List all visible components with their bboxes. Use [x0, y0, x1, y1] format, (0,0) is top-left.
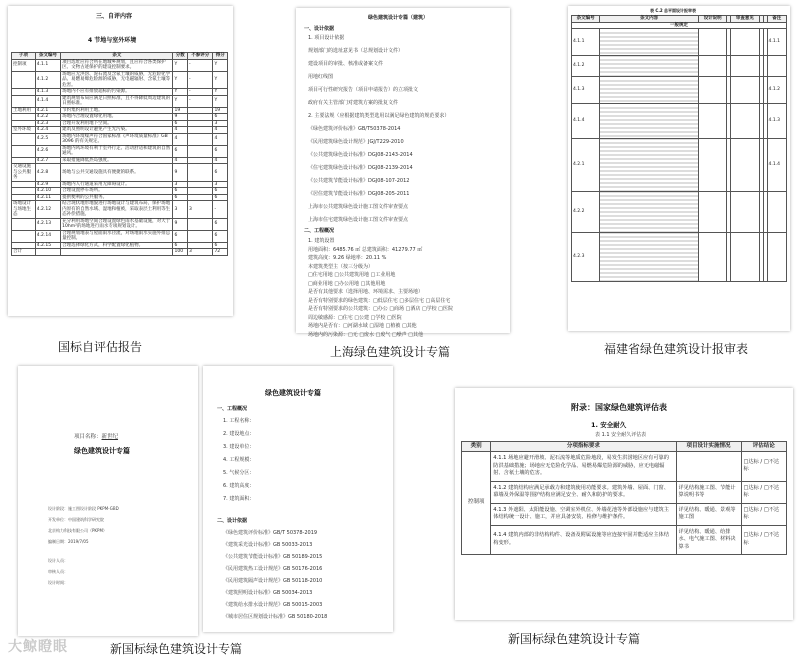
list-item: 《民用建筑隔声设计规范》GB 50118-2010	[223, 578, 323, 584]
table-row	[12, 230, 228, 242]
doc3-check-cell	[699, 233, 727, 282]
doc1-cell: 4.2.1	[35, 107, 60, 114]
doc1-cell: 场地内合理设置绿化用地。	[61, 114, 173, 121]
doc3-row-id: 4.2.2	[572, 192, 600, 233]
doc1-cell: 场地内环境噪声符合国家标准《声环境质量标准》GB 3096 的有关规定。	[61, 133, 173, 145]
doc1-cell: 控制项	[12, 59, 36, 71]
list-item: 规划部门的选址意见书（总规划设计文件）	[308, 48, 404, 54]
doc5-header-cell: 类别	[462, 442, 491, 452]
doc4-basis-list	[223, 530, 388, 626]
doc-national-assessment-appendix[interactable]	[455, 388, 793, 620]
list-item: 《建筑照明设计标准》GB 50034-2013	[223, 590, 313, 596]
watermark-text: 大鲸瞪眼	[8, 639, 68, 655]
doc1-cell: 合理设置停车场所。	[61, 188, 173, 195]
doc1-cell: 4.2.12	[35, 201, 60, 219]
table-row	[12, 164, 228, 182]
doc5-header-cell: 项目设计实施情况	[676, 442, 741, 452]
doc1-cell: 室外环境	[12, 127, 36, 134]
doc1-cell: 土地利用	[12, 107, 36, 114]
list-item: 北京构力科技有限公司（PKPM）	[48, 528, 107, 533]
doc1-cell	[188, 145, 213, 157]
table-row	[572, 192, 787, 233]
doc1-subtitle: 4 节地与室外环境	[88, 37, 137, 44]
doc3-title: 表 C.2 总平面设计报审表	[650, 8, 697, 13]
doc3-check-cell	[699, 104, 727, 139]
table-row	[12, 201, 228, 219]
doc1-cell: 场地与公共交通设施具有便捷的联系。	[61, 164, 173, 182]
doc3-table-wrap	[571, 15, 787, 282]
caption-doc5: 新国标绿色建筑设计专篇	[508, 632, 641, 646]
doc5-impl-cell: 详见结构、暖通、景观等施工图	[676, 503, 741, 525]
doc3-note-cell: 4.1.3	[767, 104, 786, 139]
doc1-cell: 项目选址应符合所在地城乡规划，且应符合各类保护区、文物古迹保护的建设控制要求。	[61, 59, 173, 71]
doc1-cell: 3	[173, 201, 188, 219]
doc1-cell: -	[213, 201, 228, 219]
doc1-cell: 交通设施与公共服务	[12, 164, 36, 182]
doc3-header-cell: 条文内容	[600, 16, 699, 23]
list-item: 《公共建筑节能设计标准》DGJ08-107-2012	[308, 178, 410, 184]
doc3-check-cell	[731, 77, 759, 104]
doc1-cell	[35, 249, 60, 256]
list-item: 开发单位：中国建筑科学研究院	[48, 517, 104, 522]
doc1-cell: 6	[213, 164, 228, 182]
doc2-section-overview: 二、工程概况	[304, 228, 335, 234]
doc3-row-content	[600, 139, 699, 192]
doc1-cell	[12, 71, 36, 89]
doc1-cell: 6	[173, 230, 188, 242]
list-item: 4. 工程规模：	[223, 457, 255, 463]
doc1-cell	[12, 133, 36, 145]
doc1-cell: 3	[213, 181, 228, 188]
doc-new-national-cover[interactable]	[18, 366, 198, 636]
doc4-section-overview: 一、工程概况	[217, 406, 248, 412]
list-item: 建设项目的审批、核准或备案文件	[308, 61, 384, 67]
doc1-cell: 4	[173, 133, 188, 145]
list-item: 编制日期：2019/7/05	[48, 539, 89, 544]
doc3-check-cell	[731, 233, 759, 282]
doc4-cover-meta	[48, 506, 188, 591]
doc1-cell: 采取措施降低热岛强度。	[61, 157, 173, 164]
doc1-cell: -	[188, 95, 213, 107]
doc1-table-wrap	[11, 52, 228, 256]
doc5-conc-cell: □达标 / □不达标	[741, 503, 787, 525]
table-row	[462, 525, 787, 555]
table-row	[462, 481, 787, 503]
doc3-row-content	[600, 77, 699, 104]
doc1-cell: 6	[213, 188, 228, 195]
watermark-logo	[8, 636, 68, 656]
doc-fujian-review-form[interactable]	[568, 6, 790, 331]
list-item: 6. 建筑高度：	[223, 483, 255, 489]
doc1-cell: 4.2.14	[35, 230, 60, 242]
table-row	[572, 29, 787, 56]
doc3-row-content	[600, 104, 699, 139]
doc1-cell	[12, 145, 36, 157]
doc3-note-cell: 4.1.2	[767, 77, 786, 104]
doc1-cell: 4.2.11	[35, 194, 60, 201]
doc1-cell: 4	[173, 127, 188, 134]
doc1-cell: 6	[213, 194, 228, 201]
list-item: 1. 项目设计依据	[308, 35, 345, 41]
caption-doc2: 上海绿色建筑设计专篇	[330, 345, 451, 359]
doc1-header-cell: 得分	[213, 53, 228, 60]
list-item: □住宅用地 □公共建筑用地 □工业用地	[308, 272, 396, 278]
doc1-cell: 6	[173, 242, 188, 249]
list-item: 是否有特别要求的公共建筑：□办公 □商场 □酒店 □学校 □医院	[308, 306, 453, 312]
doc3-check-cell	[699, 139, 727, 192]
doc4-section-basis: 二、设计依据	[217, 518, 248, 524]
table-row	[12, 218, 228, 230]
doc5-section: 1. 安全耐久	[591, 421, 627, 429]
doc1-cell: -	[188, 71, 213, 89]
doc1-cell: 4.1.4	[35, 95, 60, 107]
list-item: 《公共建筑节能设计标准》GB 50189-2015	[223, 554, 323, 560]
list-item: 《住宅建筑绿色设计标准》DGJ08-2139-2014	[308, 165, 413, 171]
doc1-cell: 4.2.5	[35, 133, 60, 145]
doc5-impl-cell: 详见结构施工图、节能计算说明书等	[676, 481, 741, 503]
doc1-cell: 合理规划地表与屋面雨水径流，对场地雨水实施外排总量控制。	[61, 230, 173, 242]
list-item: 《绿色建筑评价标准》GB/T 50378-2019	[223, 530, 318, 536]
doc1-cell: 合理开发利用地下空间。	[61, 120, 173, 127]
doc5-impl-cell	[676, 452, 741, 482]
doc3-note-cell: 4.1.1	[767, 29, 786, 56]
doc5-header-cell: 分项指标要求	[491, 442, 676, 452]
doc1-cell: Y	[213, 71, 228, 89]
doc1-cell: 4.2.13	[35, 218, 60, 230]
doc1-cell: 9	[173, 164, 188, 182]
doc2-overview-list	[308, 238, 504, 340]
doc1-cell: 场地设计与场地生态	[12, 201, 36, 219]
table-row	[12, 59, 228, 71]
doc3-row-id: 4.1.2	[572, 56, 600, 77]
doc1-cell: 4.1.2	[35, 71, 60, 89]
list-item: 1. 建筑设置	[308, 238, 335, 244]
doc1-cell: 6	[173, 188, 188, 195]
table-row	[572, 56, 787, 77]
list-item: 用地红线图	[308, 74, 334, 80]
doc1-cell: Y	[173, 71, 188, 89]
doc3-check-cell	[699, 192, 727, 233]
doc-shanghai-green-design[interactable]	[296, 8, 510, 338]
table-row	[572, 233, 787, 282]
table-row	[12, 145, 228, 157]
doc3-row-id: 4.2.3	[572, 233, 600, 282]
doc3-check-cell	[731, 104, 759, 139]
doc4-project-value: 新世纪	[101, 434, 119, 440]
table-row	[572, 104, 787, 139]
doc1-cell: Y	[213, 95, 228, 107]
doc3-check-cell	[731, 29, 759, 56]
doc5-table-caption: 表 1.1 安全耐久评估表	[595, 432, 647, 438]
doc1-cell: Y	[173, 95, 188, 107]
doc5-req-cell: 4.1.2 建筑结构应满足承载力和建筑使用功能要求。建筑外墙、屋面、门窗、幕墙及外保温等围护结构应满足安全、耐久和防护的要求。	[491, 481, 676, 503]
doc3-row-id: 4.1.1	[572, 29, 600, 56]
doc3-check-cell	[699, 77, 727, 104]
doc1-cell: 4.2.2	[35, 114, 60, 121]
doc1-cell: 72	[213, 249, 228, 256]
doc1-cell: 6	[173, 194, 188, 201]
doc1-cell: Y	[173, 59, 188, 71]
doc1-cell: 建筑及照明设计避免产生光污染。	[61, 127, 173, 134]
doc1-cell: 场地内不应有排放超标的污染源。	[61, 89, 173, 96]
list-item: 2. 主要法规（应根据建筑类型选用以满足绿色建筑的规范要求）	[308, 113, 450, 119]
doc1-cell: 6	[173, 120, 188, 127]
doc1-cell	[12, 218, 36, 230]
doc2-basis-list	[308, 35, 504, 230]
doc1-cell: 合理选择绿化方式，科学配置绿化植物。	[61, 242, 173, 249]
doc1-cell: 3	[188, 249, 213, 256]
doc1-cell: 场地内风环境有利于室外行走、活动舒适和建筑的自然通风。	[61, 145, 173, 157]
doc3-header-cell: 备注	[767, 16, 786, 23]
doc1-cell	[188, 164, 213, 182]
list-item: 《民用建筑绿色设计规范》JGJ/T229-2010	[308, 139, 404, 145]
doc2-title: 绿色建筑设计专篇（建筑）	[368, 15, 429, 21]
doc1-cell: 4.1.3	[35, 89, 60, 96]
list-item: 周边敏感源：□住宅 □公建 □学校 □医院	[308, 314, 402, 321]
doc1-cell	[12, 95, 36, 107]
list-item: 场地内的污染源：□无 □废水 □废气 □噪声 □其他	[308, 331, 423, 338]
doc5-req-cell: 4.1.3 外遮阳、太阳能设施、空调室外机位、外墙花池等外部设施应与建筑主体结构统一设计、施工，并应具备安装、检修与维护条件。	[491, 503, 676, 525]
doc5-header-cell: 评估结论	[741, 442, 787, 452]
list-item: 场地内是否有：□河湖水域 □湿地 □植被 □其他	[308, 323, 417, 329]
doc5-assessment-table	[461, 441, 787, 555]
table-row	[462, 452, 787, 482]
doc-self-assessment-report[interactable]	[8, 6, 233, 316]
doc3-row-content	[600, 233, 699, 282]
list-item: 1. 工程名称：	[223, 418, 255, 424]
doc4-project-line	[74, 434, 118, 440]
list-item: 《建筑采光设计标准》GB 50033-2013	[223, 542, 313, 548]
list-item: □商业用地 □办公用地 □其他用地	[308, 280, 386, 287]
doc1-cell	[188, 133, 213, 145]
table-row	[12, 71, 228, 89]
doc1-cell: 4.2.7	[35, 157, 60, 164]
doc1-cell: 6	[213, 230, 228, 242]
list-item: 本建筑类型主（按三分级为）	[308, 263, 374, 270]
doc1-header-cell: 不参评分	[188, 53, 213, 60]
doc3-header-cell: 设计说明	[699, 16, 727, 23]
list-item: 《建筑给水排水设计规范》GB 50015-2003	[223, 602, 323, 608]
doc1-header-cell: 子项	[12, 53, 36, 60]
list-item: 审核人员：	[48, 569, 68, 574]
list-item: 是否有其他要求（选择用地、环境需求、主要场地）	[308, 289, 424, 295]
doc3-check-cell	[699, 56, 727, 77]
doc1-cell: 4.2.6	[35, 145, 60, 157]
list-item: 设计时间：	[48, 580, 68, 585]
list-item: 《绿色建筑评价标准》GB/T50378-2014	[308, 126, 401, 132]
doc1-cell: 4	[213, 157, 228, 164]
doc5-req-cell: 4.1.4 建筑内部的非结构构件、设备及附属设施等应连接牢固并能适应主体结构变形。	[491, 525, 676, 555]
doc1-cell: Y	[173, 89, 188, 96]
doc1-cell: 充分利用场地空间合理设置绿色雨水基础设施，对大于10hm²的场地进行雨水专项规划设计。	[61, 218, 173, 230]
doc1-cell	[188, 230, 213, 242]
doc1-cell: 19	[213, 107, 228, 114]
list-item: 《民用建筑热工设计规范》GB 50176-2016	[223, 566, 323, 572]
doc1-cell: 100	[173, 249, 188, 256]
doc4-overview-lines	[223, 418, 388, 509]
doc1-cell: -	[188, 89, 213, 96]
doc3-check-cell	[699, 29, 727, 56]
doc1-cell: Y	[213, 89, 228, 96]
doc3-note-cell	[767, 233, 786, 282]
doc3-row-content	[600, 56, 699, 77]
doc1-cell: 6	[213, 114, 228, 121]
doc2-section-basis: 一、设计依据	[304, 26, 335, 32]
list-item: 《城市居住区规划设计标准》GB 50180-2018	[223, 614, 328, 620]
doc1-cell: 3	[173, 181, 188, 188]
doc5-conc-cell: □达标 / □不达标	[741, 481, 787, 503]
list-item: 设计人员：	[48, 558, 68, 563]
doc1-cell: 4.2.3	[35, 120, 60, 127]
doc3-check-cell	[731, 56, 759, 77]
doc1-cell: 6	[213, 242, 228, 249]
doc1-score-table	[11, 52, 228, 256]
doc1-cell: 6	[213, 145, 228, 157]
doc1-cell: 场地内人行通道采用无障碍设计。	[61, 181, 173, 188]
list-item: 项目可行性研究报告（项目申请报告）的立项批文	[308, 87, 419, 93]
doc1-cell: Y	[213, 59, 228, 71]
doc1-cell: 3	[188, 201, 213, 219]
list-item: 5. 气候分区：	[223, 470, 255, 476]
doc3-review-table	[571, 15, 787, 282]
list-item: 用地面积：6485.76 ㎡ 总建筑面积：41279.77 ㎡	[308, 246, 423, 253]
doc1-cell: 9	[173, 114, 188, 121]
doc3-row-id: 4.2.1	[572, 139, 600, 192]
doc3-note-cell: 4.1.4	[767, 139, 786, 192]
doc1-cell: 9	[173, 218, 188, 230]
doc4-project-label: 项目名称：	[74, 434, 102, 440]
doc1-cell: 4	[213, 133, 228, 145]
caption-doc4: 新国标绿色建筑设计专篇	[110, 642, 243, 656]
doc1-cell: 6	[213, 218, 228, 230]
doc1-cell: -	[188, 59, 213, 71]
doc1-section-heading: 三、自评内容	[96, 13, 133, 20]
doc1-cell: 4	[213, 127, 228, 134]
doc3-note-cell	[767, 192, 786, 233]
doc5-conc-cell: □达标 / □不达标	[741, 525, 787, 555]
doc1-cell: 4.1.1	[35, 59, 60, 71]
doc1-cell: 4.2.4	[35, 127, 60, 134]
doc1-header-cell: 条文编号	[35, 53, 60, 60]
table-row	[12, 95, 228, 107]
caption-doc1: 国标自评估报告	[58, 340, 143, 354]
list-item: 3. 建设单位：	[223, 444, 255, 450]
table-row	[12, 249, 228, 256]
doc3-row-content	[600, 192, 699, 233]
doc3-header-cell: 条文编号	[572, 16, 600, 23]
doc1-cell: 节约集约利用土地。	[61, 107, 173, 114]
doc5-category: 控制项	[462, 452, 491, 555]
list-item: 设计阶段：施工图设计阶段 PKPM-GBD	[48, 506, 119, 511]
list-item: 上海市公共建筑绿色设计施工图文件审查要点	[308, 204, 409, 210]
list-item: 《居住建筑节能设计标准》DGJ08-205-2011	[308, 191, 410, 197]
doc1-cell: 结合现状地形地貌进行场地设计与建筑布局，保护场地内原有的自然水域、湿地和植被，采取表层土利用等生态补偿措施。	[61, 201, 173, 219]
doc1-cell: 19	[173, 107, 188, 114]
doc1-cell: 场地应无洪涝、泥石流及含氡土壤的威胁，无危险化学品、易燃易爆危险源的威胁，无电磁辐射、含氡土壤等危害。	[61, 71, 173, 89]
doc5-impl-cell: 详见结构、暖通、给排水、电气施工图、材料决算书	[676, 525, 741, 555]
list-item: 政府有关主管部门对建筑方案的批复文件	[308, 100, 399, 106]
doc4-cover-title: 绿色建筑设计专篇	[74, 447, 130, 455]
doc-new-national-inner[interactable]	[203, 366, 393, 632]
doc1-cell: 4.2.15	[35, 242, 60, 249]
doc3-check-cell	[731, 139, 759, 192]
doc1-cell: 4	[173, 157, 188, 164]
list-item: 建筑高度：9.26 绿地率：20.11 %	[308, 255, 387, 261]
doc1-cell: 合计	[12, 249, 36, 256]
doc5-table-wrap	[461, 441, 787, 555]
list-item: 上海市住宅建筑绿色设计施工图文件审查要点	[308, 217, 409, 223]
table-row	[462, 503, 787, 525]
doc1-cell: 3	[213, 120, 228, 127]
doc5-title: 附录：国家绿色建筑评估表	[571, 403, 667, 412]
doc1-header-cell: 分数	[173, 53, 188, 60]
doc3-row-id: 4.1.3	[572, 77, 600, 104]
doc1-cell: 6	[173, 145, 188, 157]
table-row	[12, 133, 228, 145]
table-row	[572, 139, 787, 192]
doc1-cell	[188, 218, 213, 230]
doc1-cell	[61, 249, 173, 256]
doc3-group-label: 一般规定	[572, 22, 787, 29]
list-item: 是否有特别要求的绿色建筑：□低层住宅 □多层住宅 □高层住宅	[308, 297, 451, 304]
doc3-check-cell	[731, 192, 759, 233]
doc3-row-content	[600, 29, 699, 56]
doc1-cell: 4.2.10	[35, 188, 60, 195]
doc3-header-cell: 审查意见	[731, 16, 759, 23]
doc3-note-cell	[767, 56, 786, 77]
caption-doc3: 福建省绿色建筑设计报审表	[604, 342, 749, 356]
doc1-cell	[12, 230, 36, 242]
list-item: 7. 建筑面积：	[223, 496, 255, 502]
list-item: 2. 建设地点：	[223, 431, 255, 437]
doc3-row-id: 4.1.4	[572, 104, 600, 139]
doc1-cell: 提供便利的公共服务。	[61, 194, 173, 201]
doc1-cell: 4.2.9	[35, 181, 60, 188]
table-row	[572, 77, 787, 104]
doc4-inner-title: 绿色建筑设计专篇	[265, 389, 321, 397]
doc5-conc-cell: □达标 / □不达标	[741, 452, 787, 482]
doc5-req-cell: 4.1.1 场地应避开滑坡、泥石流等地质危险地段，易发生洪涝地区应有可靠的防洪基础措施；场地应无危险化学品、易燃易爆危险源的威胁，应无电磁辐射、含氡土壤的危害。	[491, 452, 676, 482]
list-item: 《公共建筑绿色设计标准》DGJ08-2143-2014	[308, 152, 413, 158]
doc1-cell: 4.2.8	[35, 164, 60, 182]
doc1-cell: 建筑规划布局应满足日照标准，且不得降低周边建筑的日照标准。	[61, 95, 173, 107]
doc1-header-cell: 条文	[61, 53, 173, 60]
